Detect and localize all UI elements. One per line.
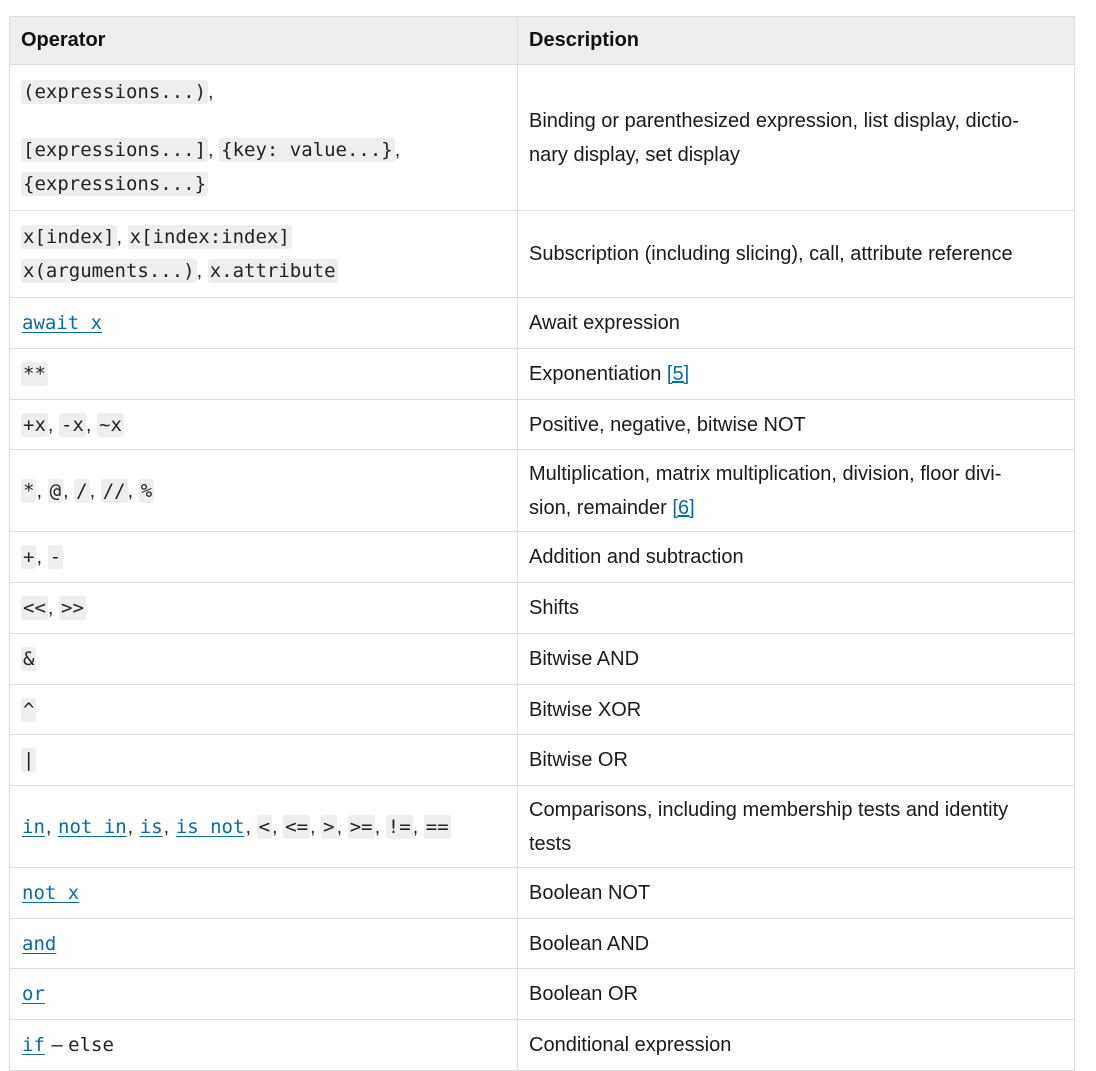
description-cell — [518, 786, 1075, 868]
operator-line — [21, 977, 506, 1011]
operator-link[interactable]: is — [139, 815, 163, 838]
description-text: Bitwise XOR — [529, 698, 642, 721]
separator: , — [116, 226, 128, 248]
separator: , — [45, 815, 58, 838]
operator-code: +x — [23, 413, 46, 436]
operator-line — [21, 254, 506, 288]
operator-line — [21, 474, 506, 508]
operator-line — [21, 357, 506, 391]
operator-cell — [10, 786, 518, 868]
operator-line — [21, 167, 506, 201]
operator-code: == — [425, 815, 449, 838]
operator-cell — [10, 532, 518, 583]
operator-code: / — [76, 479, 88, 502]
operator-code: (expressions...) — [23, 80, 207, 103]
table-row — [10, 298, 1075, 349]
operator-line — [21, 591, 506, 625]
operator-link[interactable]: await x — [22, 312, 103, 334]
operator-line — [21, 642, 506, 676]
description-text: Boolean AND — [529, 932, 650, 955]
operator-line — [21, 133, 506, 167]
separator: , — [412, 815, 424, 838]
operator-code: // — [102, 479, 126, 502]
operator-cell — [10, 65, 518, 211]
table-row — [10, 400, 1075, 450]
operator-line — [21, 1028, 506, 1062]
description-text: Boolean NOT — [529, 882, 651, 904]
operator-cell — [10, 868, 518, 919]
operator-link[interactable]: is not — [175, 815, 245, 838]
operator-code: + — [23, 546, 35, 568]
operator-code: {expressions...} — [23, 172, 207, 195]
description-cell — [518, 1020, 1075, 1071]
separator: , — [127, 815, 139, 838]
separator: – — [45, 1034, 69, 1056]
separator: , — [89, 479, 101, 502]
operator-link[interactable]: and — [22, 932, 57, 955]
description-text: Multiplication, matrix multiplication, division, floor divi- sion, remainder — [529, 462, 1002, 519]
operator-cell — [10, 450, 518, 532]
operator-line — [21, 220, 506, 254]
operator-link[interactable]: not x — [22, 882, 80, 904]
description-text: Binding or parenthesized expression, list display, dictio- nary display, set display — [529, 109, 1019, 166]
table-row — [10, 1020, 1075, 1071]
operator-cell — [10, 349, 518, 400]
description-text: Exponentiation — [529, 363, 667, 385]
separator: , — [272, 815, 284, 838]
operator-code: ~x — [99, 413, 122, 436]
description-cell — [518, 211, 1075, 298]
separator: , — [47, 597, 60, 619]
separator: , — [196, 260, 208, 282]
operator-code: & — [23, 648, 35, 670]
operator-code: >= — [349, 815, 373, 838]
operator-link[interactable]: in — [22, 815, 45, 838]
description-cell — [518, 583, 1075, 634]
table-row — [10, 969, 1075, 1020]
operator-link[interactable]: or — [22, 983, 45, 1005]
operator-code: != — [387, 815, 411, 838]
operator-code: % — [140, 479, 153, 502]
operator-code: >> — [61, 597, 84, 619]
table-row — [10, 685, 1075, 735]
operator-code: < — [258, 815, 271, 838]
separator: , — [85, 413, 98, 436]
table-row — [10, 583, 1075, 634]
description-cell — [518, 735, 1075, 786]
table-row — [10, 349, 1075, 400]
table-row — [10, 919, 1075, 969]
separator: , — [36, 546, 48, 568]
description-cell — [518, 634, 1075, 685]
separator: , — [63, 479, 75, 502]
operator-code: {key: value...} — [221, 138, 393, 161]
operator-cell — [10, 298, 518, 349]
operator-link[interactable]: if — [22, 1034, 45, 1056]
description-text: Bitwise OR — [529, 749, 628, 771]
operator-code: | — [23, 749, 35, 771]
table-header-row — [10, 17, 1075, 65]
description-cell — [518, 532, 1075, 583]
operator-line — [21, 927, 506, 961]
description-cell — [518, 65, 1075, 211]
separator: , — [208, 138, 220, 161]
operator-code: <= — [285, 815, 309, 838]
operator-cell — [10, 400, 518, 450]
table-row — [10, 634, 1075, 685]
separator: , — [245, 815, 257, 838]
operator-line — [21, 75, 506, 109]
operator-code: x.attribute — [209, 260, 336, 282]
separator: , — [208, 80, 214, 103]
operator-precedence-table — [9, 16, 1075, 1071]
header-operator: Operator — [10, 17, 518, 65]
operator-cell — [10, 685, 518, 735]
operator-code: - — [49, 546, 62, 568]
description-text: Addition and subtraction — [529, 546, 744, 568]
table-body — [10, 65, 1075, 1071]
description-text: Positive, negative, bitwise NOT — [529, 413, 806, 436]
description-cell — [518, 298, 1075, 349]
header-description: Description — [518, 17, 1075, 65]
operator-code: > — [323, 815, 335, 838]
description-cell — [518, 685, 1075, 735]
operator-line — [21, 408, 506, 442]
operator-code: ** — [23, 363, 46, 385]
operator-cell — [10, 583, 518, 634]
description-text: Subscription (including slicing), call, attribute reference — [529, 243, 1013, 265]
separator: , — [310, 815, 322, 838]
description-text: Boolean OR — [529, 983, 638, 1005]
separator: , — [127, 479, 139, 502]
operator-code: * — [23, 479, 35, 502]
operator-line — [21, 810, 506, 844]
operator-line — [21, 743, 506, 777]
description-text: Conditional expression — [529, 1034, 732, 1056]
operator-cell — [10, 211, 518, 298]
table-row — [10, 868, 1075, 919]
separator: , — [163, 815, 175, 838]
description-text: Await expression — [529, 312, 680, 334]
separator: , — [336, 815, 348, 838]
table-row — [10, 211, 1075, 298]
description-cell — [518, 868, 1075, 919]
description-text: Comparisons, including membership tests and identity tests — [529, 798, 1009, 855]
table-row — [10, 532, 1075, 583]
footnote-link[interactable]: [5] — [666, 363, 690, 385]
description-text: Bitwise AND — [529, 648, 640, 670]
footnote-link[interactable]: [6] — [672, 496, 695, 519]
operator-code: x(arguments...) — [23, 260, 195, 282]
operator-text: else — [68, 1034, 114, 1056]
separator: , — [47, 413, 60, 436]
description-cell — [518, 450, 1075, 532]
operator-line — [21, 540, 506, 574]
operator-code: << — [23, 597, 46, 619]
operator-cell — [10, 634, 518, 685]
operator-line — [21, 693, 506, 727]
operator-link[interactable]: not in — [58, 815, 127, 838]
operator-code: [expressions...] — [23, 138, 207, 161]
operator-code: x[index] — [23, 226, 115, 248]
table-row — [10, 65, 1075, 211]
separator: , — [394, 138, 401, 161]
operator-code: x[index:index] — [129, 226, 290, 248]
operator-cell — [10, 1020, 518, 1071]
operator-code: @ — [49, 479, 62, 502]
operator-line — [21, 876, 506, 910]
table-row — [10, 450, 1075, 532]
description-cell — [518, 349, 1075, 400]
operator-cell — [10, 969, 518, 1020]
table-row — [10, 735, 1075, 786]
separator: , — [374, 815, 386, 838]
operator-line — [21, 306, 506, 340]
operator-cell — [10, 919, 518, 969]
description-cell — [518, 400, 1075, 450]
operator-code: -x — [61, 413, 84, 436]
table-row — [10, 786, 1075, 868]
description-cell — [518, 969, 1075, 1020]
description-text: Shifts — [529, 597, 580, 619]
operator-code: ^ — [23, 698, 35, 721]
separator: , — [36, 479, 48, 502]
description-cell — [518, 919, 1075, 969]
operator-cell — [10, 735, 518, 786]
